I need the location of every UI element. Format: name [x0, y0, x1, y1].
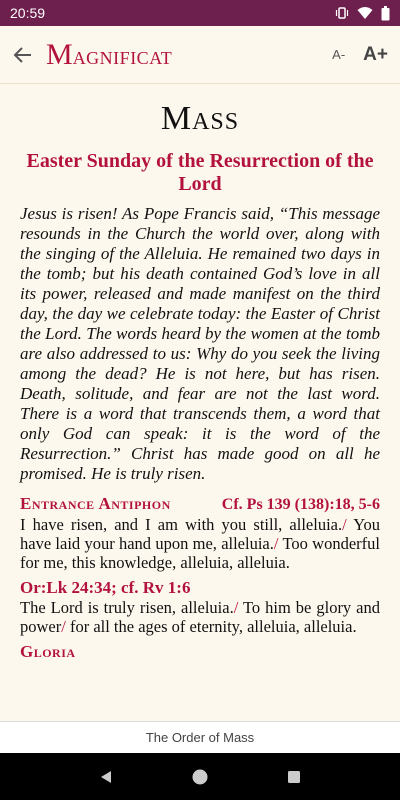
vibrate-icon — [335, 6, 349, 20]
verse-separator: / — [273, 534, 279, 553]
logo-initial: M — [46, 37, 73, 71]
status-icons — [335, 6, 390, 21]
page-title: Mass — [160, 100, 240, 137]
antiphon-line: The Lord is truly risen, alleluia. — [20, 598, 234, 617]
order-of-mass-tab[interactable] — [0, 721, 400, 753]
antiphon-line: Too wonderful for me, this knowledge, alleluia, alleluia. — [20, 534, 380, 572]
antiphon-line: You have laid your hand upon me, alleluia. — [20, 515, 380, 553]
back-button[interactable] — [0, 26, 46, 84]
system-nav-bar — [0, 753, 400, 800]
verse-separator: / — [342, 515, 347, 534]
antiphon-line: for all the ages of eternity, alleluia, alleluia. — [65, 617, 357, 636]
entrance-antiphon-header — [20, 494, 380, 514]
logo-rest: AGNIFICAT — [72, 47, 173, 68]
gloria-heading: Gloria — [20, 642, 76, 661]
alternative-antiphon-heading: Or:Lk 24:34; cf. Rv 1:6 — [20, 578, 191, 597]
wifi-icon — [357, 6, 373, 20]
alternative-antiphon-text — [20, 598, 380, 636]
magnificat-logo — [46, 37, 173, 71]
nav-recents-icon[interactable] — [286, 769, 302, 785]
antiphon-line: I have risen, and I am with you still, alleluia. — [20, 515, 343, 534]
feast-title: Easter Sunday of the Resurrection of the Lord — [26, 150, 374, 195]
verse-separator: / — [61, 617, 66, 636]
font-increase-button[interactable]: A+ — [363, 43, 388, 65]
entrance-antiphon-heading: Entrance Antiphon — [20, 494, 171, 513]
intro-text: Jesus is risen! As Pope Francis said, “This message resounds in the Church the world over, along with the singing of the Alleluia. He remained two days in the tomb; but his death contained God’s love in all its power, released and made manifest on the third day, the day we celebrate today: the Easter of Christ the Lord. The words heard by the women at the tomb are also addressed to us: Why do you seek the living among the dead? He is not here, but has risen. Death, solitude, and fear are not the last word. There is a word that transcends them, a word that only God can speak: it is the word of the Resurrection.” Christ has made good on all he promised. He is truly risen. — [20, 204, 380, 483]
entrance-antiphon-text — [20, 515, 380, 572]
content-fade — [0, 705, 400, 721]
status-time: 20:59 — [10, 5, 46, 21]
nav-home-icon[interactable] — [191, 768, 209, 786]
font-decrease-button[interactable]: A- — [332, 47, 346, 62]
order-of-mass-label: The Order of Mass — [145, 730, 255, 745]
battery-icon — [381, 6, 390, 21]
antiphon-line: To him be glory and power — [20, 598, 380, 636]
mass-content[interactable] — [0, 84, 400, 721]
nav-back-icon[interactable] — [98, 769, 114, 785]
entrance-antiphon-reference: Cf. Ps 139 (138):18, 5-6 — [221, 496, 380, 513]
status-bar — [0, 0, 400, 26]
arrow-left-icon — [13, 45, 33, 65]
verse-separator: / — [233, 598, 239, 617]
app-bar — [0, 26, 400, 84]
